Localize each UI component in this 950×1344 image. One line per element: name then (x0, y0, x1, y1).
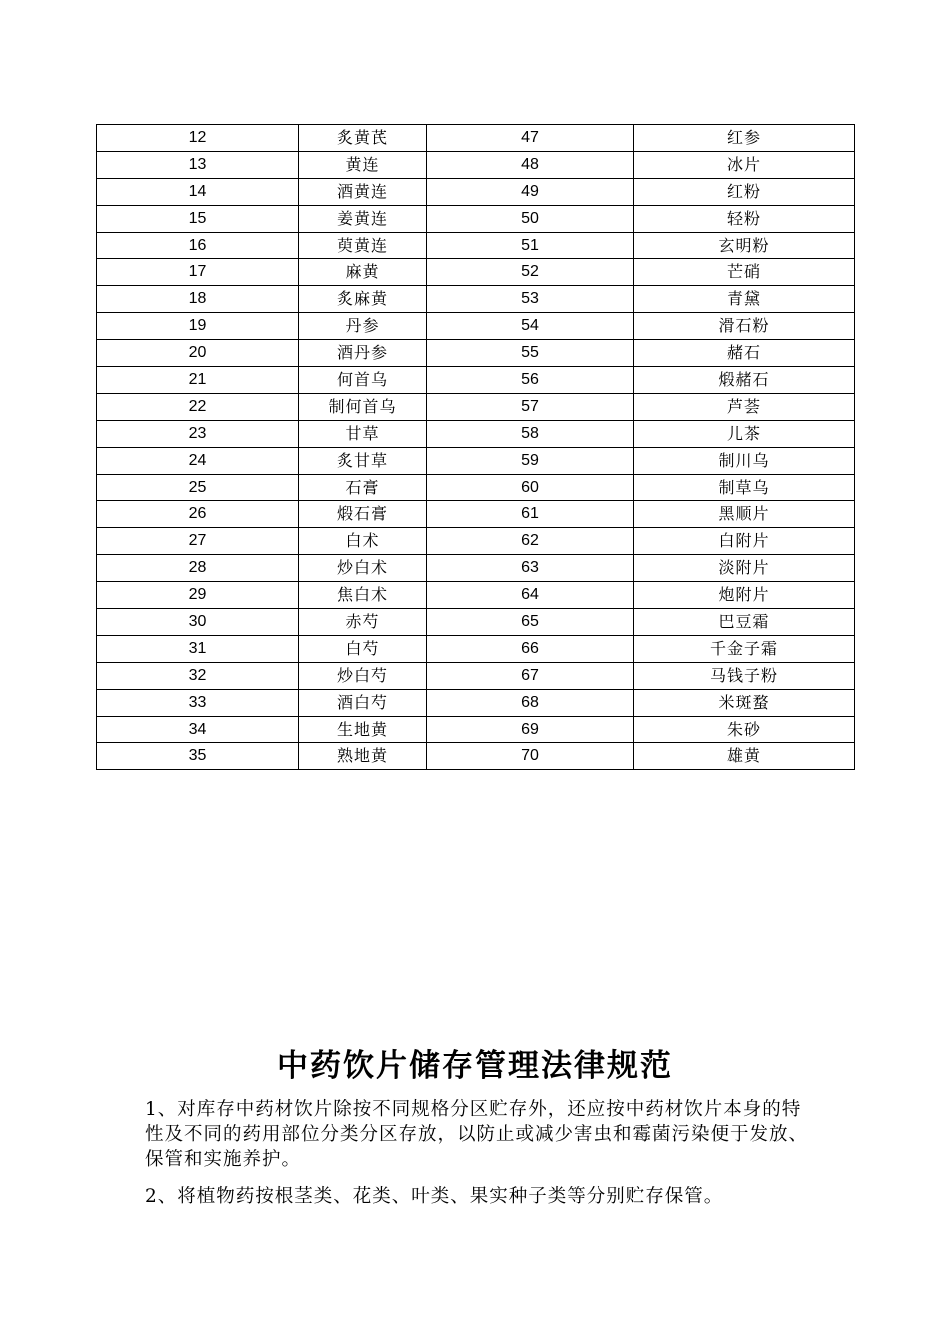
table-cell-number-right: 64 (427, 582, 634, 609)
table-cell-herb-left: 酒丹参 (299, 340, 427, 367)
table-cell-number-left: 14 (97, 178, 299, 205)
table-cell-number-right: 63 (427, 555, 634, 582)
table-cell-herb-left: 酒白芍 (299, 689, 427, 716)
table-cell-number-left: 16 (97, 232, 299, 259)
paragraph-1: 1、对库存中药材饮片除按不同规格分区贮存外，还应按中药材饮片本身的特性及不同的药用部位分类分区存放，以防止或减少害虫和霉菌污染便于发放、保管和实施养护。 (145, 1099, 809, 1170)
table-cell-herb-left: 麻黄 (299, 259, 427, 286)
table-cell-number-left: 19 (97, 313, 299, 340)
herb-table-body (97, 125, 855, 770)
table-cell-herb-left: 炒白术 (299, 555, 427, 582)
table-cell-herb-left: 何首乌 (299, 367, 427, 394)
table-cell-herb-right: 制草乌 (634, 474, 855, 501)
table-row (97, 313, 855, 340)
table-cell-number-left: 30 (97, 609, 299, 636)
table-row (97, 125, 855, 152)
table-cell-herb-right: 滑石粉 (634, 313, 855, 340)
table-row (97, 689, 855, 716)
table-cell-herb-left: 焦白术 (299, 582, 427, 609)
table-cell-herb-left: 炙甘草 (299, 447, 427, 474)
table-cell-herb-left: 炙黄芪 (299, 125, 427, 152)
table-cell-number-right: 48 (427, 151, 634, 178)
table-cell-number-left: 13 (97, 151, 299, 178)
table-cell-herb-right: 煅赭石 (634, 367, 855, 394)
table-row (97, 609, 855, 636)
table-cell-number-right: 59 (427, 447, 634, 474)
table-cell-number-right: 70 (427, 743, 634, 770)
table-row (97, 582, 855, 609)
table-cell-number-right: 62 (427, 528, 634, 555)
table-cell-number-left: 29 (97, 582, 299, 609)
table-cell-herb-right: 米斑蝥 (634, 689, 855, 716)
table-cell-herb-left: 熟地黄 (299, 743, 427, 770)
table-cell-herb-right: 芒硝 (634, 259, 855, 286)
table-cell-herb-left: 赤芍 (299, 609, 427, 636)
table-row (97, 151, 855, 178)
table-row (97, 635, 855, 662)
table-cell-herb-right: 千金子霜 (634, 635, 855, 662)
table-row (97, 393, 855, 420)
table-cell-herb-right: 制川乌 (634, 447, 855, 474)
table-cell-herb-left: 制何首乌 (299, 393, 427, 420)
table-row (97, 555, 855, 582)
herb-table (96, 124, 855, 770)
table-cell-number-right: 69 (427, 716, 634, 743)
table-cell-number-right: 67 (427, 662, 634, 689)
table-cell-number-right: 61 (427, 501, 634, 528)
table-cell-number-right: 52 (427, 259, 634, 286)
table-cell-herb-left: 石膏 (299, 474, 427, 501)
table-cell-number-left: 17 (97, 259, 299, 286)
table-cell-herb-right: 巴豆霜 (634, 609, 855, 636)
table-row (97, 528, 855, 555)
table-cell-herb-right: 青黛 (634, 286, 855, 313)
table-cell-number-left: 33 (97, 689, 299, 716)
table-cell-number-right: 47 (427, 125, 634, 152)
table-cell-number-right: 58 (427, 420, 634, 447)
table-cell-herb-left: 甘草 (299, 420, 427, 447)
table-cell-number-right: 68 (427, 689, 634, 716)
table-row (97, 420, 855, 447)
table-cell-herb-right: 玄明粉 (634, 232, 855, 259)
table-row (97, 447, 855, 474)
table-row (97, 232, 855, 259)
table-cell-number-left: 21 (97, 367, 299, 394)
table-cell-number-left: 27 (97, 528, 299, 555)
table-cell-number-right: 53 (427, 286, 634, 313)
table-row (97, 340, 855, 367)
document-title: 中药饮片储存管理法律规范 (277, 1048, 673, 1084)
table-cell-herb-left: 丹参 (299, 313, 427, 340)
table-cell-herb-right: 儿茶 (634, 420, 855, 447)
table-cell-herb-left: 煅石膏 (299, 501, 427, 528)
table-cell-herb-left: 炙麻黄 (299, 286, 427, 313)
table-cell-number-right: 60 (427, 474, 634, 501)
table-cell-number-right: 56 (427, 367, 634, 394)
table-cell-number-left: 18 (97, 286, 299, 313)
table-row (97, 205, 855, 232)
table-cell-herb-left: 酒黄连 (299, 178, 427, 205)
table-cell-number-left: 24 (97, 447, 299, 474)
table-cell-herb-left: 炒白芍 (299, 662, 427, 689)
table-cell-herb-right: 淡附片 (634, 555, 855, 582)
table-row (97, 743, 855, 770)
table-row (97, 501, 855, 528)
table-cell-herb-right: 赭石 (634, 340, 855, 367)
table-cell-herb-right: 白附片 (634, 528, 855, 555)
table-cell-herb-left: 姜黄连 (299, 205, 427, 232)
table-cell-number-left: 31 (97, 635, 299, 662)
table-row (97, 367, 855, 394)
table-cell-herb-right: 红参 (634, 125, 855, 152)
paragraph-2: 2、将植物药按根茎类、花类、叶类、果实种子类等分别贮存保管。 (145, 1186, 724, 1207)
table-cell-number-left: 32 (97, 662, 299, 689)
table-cell-herb-right: 马钱子粉 (634, 662, 855, 689)
table-cell-herb-left: 生地黄 (299, 716, 427, 743)
table-cell-herb-left: 萸黄连 (299, 232, 427, 259)
table-cell-herb-left: 白芍 (299, 635, 427, 662)
table-cell-number-left: 26 (97, 501, 299, 528)
table-cell-number-left: 20 (97, 340, 299, 367)
table-cell-number-left: 34 (97, 716, 299, 743)
table-row (97, 716, 855, 743)
table-cell-herb-left: 白术 (299, 528, 427, 555)
table-cell-herb-right: 炮附片 (634, 582, 855, 609)
table-cell-number-right: 49 (427, 178, 634, 205)
table-cell-number-left: 15 (97, 205, 299, 232)
table-row (97, 474, 855, 501)
table-cell-herb-right: 轻粉 (634, 205, 855, 232)
table-cell-herb-right: 红粉 (634, 178, 855, 205)
table-cell-number-right: 55 (427, 340, 634, 367)
table-cell-herb-right: 黑顺片 (634, 501, 855, 528)
table-row (97, 286, 855, 313)
table-cell-herb-right: 雄黄 (634, 743, 855, 770)
table-cell-number-right: 65 (427, 609, 634, 636)
table-cell-number-left: 28 (97, 555, 299, 582)
table-row (97, 178, 855, 205)
table-cell-herb-right: 冰片 (634, 151, 855, 178)
table-cell-number-left: 25 (97, 474, 299, 501)
table-cell-number-right: 50 (427, 205, 634, 232)
table-cell-number-right: 51 (427, 232, 634, 259)
table-cell-herb-right: 朱砂 (634, 716, 855, 743)
table-cell-number-right: 54 (427, 313, 634, 340)
table-cell-number-right: 66 (427, 635, 634, 662)
table-cell-number-left: 22 (97, 393, 299, 420)
table-cell-herb-right: 芦荟 (634, 393, 855, 420)
table-cell-number-left: 23 (97, 420, 299, 447)
table-cell-number-left: 35 (97, 743, 299, 770)
table-cell-herb-left: 黄连 (299, 151, 427, 178)
table-row (97, 259, 855, 286)
table-cell-number-left: 12 (97, 125, 299, 152)
table-cell-number-right: 57 (427, 393, 634, 420)
table-row (97, 662, 855, 689)
